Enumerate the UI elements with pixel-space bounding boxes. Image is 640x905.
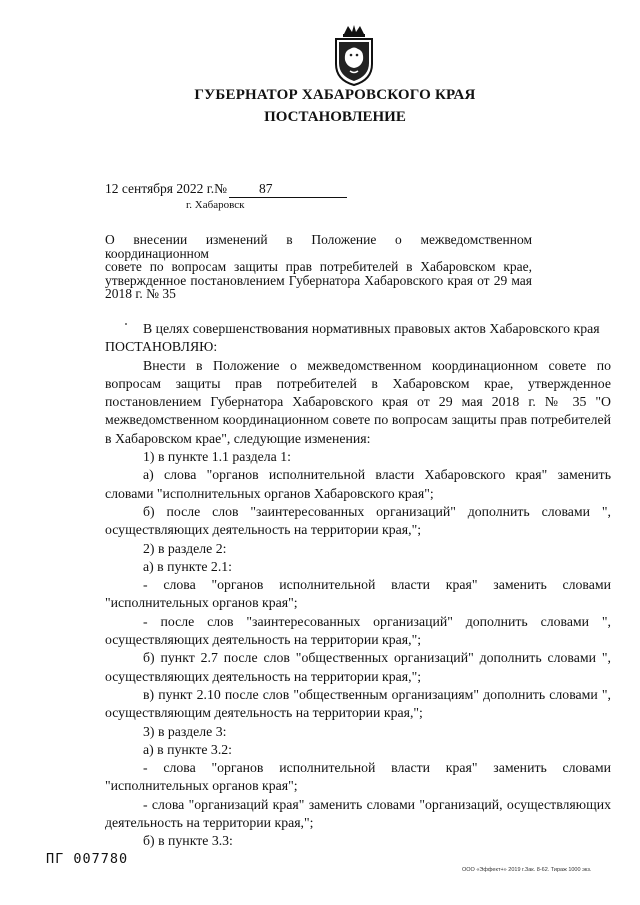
list-item: - после слов "заинтересованных организаций" дополнить словами ", осуществляющих деятельность на территории края,"; [105,613,611,648]
intro-paragraph: Внести в Положение о межведомственном координационном совете по вопросам защиты прав потребителей в Хабаровском крае, утвержденное постановлением Губернатора Хабаровского края от 29 мая 2018 г. № 35 "О межведомственном координационном совете по вопросам защиты прав потребителей в Хабаровском крае", следующие изменения: [105,357,611,446]
coat-of-arms-emblem [330,24,378,86]
number-sign: № [214,181,228,196]
title-line: утвержденное постановлением Губернатора Хабаровского края от 29 мая [105,272,532,288]
document-type: ПОСТАНОВЛЕНИЕ [264,109,406,125]
title-line: совете по вопросам защиты прав потребителей в Хабаровском крае, [105,259,532,274]
document-date: 12 сентября 2022 г. [105,181,215,196]
list-item: - слова "организаций края" заменить словами "организаций, осуществляющих деятельность на территории края,"; [105,796,611,831]
date-number-line [105,181,347,198]
issuing-authority: ГУБЕРНАТОР ХАБАРОВСКОГО КРАЯ [194,87,476,103]
list-item: а) в пункте 3.2: [143,741,232,757]
list-item: - слова "органов исполнительной власти края" заменить словами "исполнительных органов края"; [105,760,611,794]
list-item: в) пункт 2.10 после слов "общественным организациям" дополнить словами ", осуществляющим деятельность на территории края,"; [105,686,611,721]
list-item: а) слова "органов исполнительной власти Хабаровского края" заменить словами "исполнительных органов Хабаровского края"; [105,467,611,501]
resolve-word: ПОСТАНОВЛЯЮ: [105,339,218,355]
document-title [105,233,532,301]
document-number: 87 [229,181,347,198]
title-line: О внесении изменений в Положение о межведомственном координационном [105,232,532,261]
list-item: а) в пункте 2.1: [143,558,232,574]
list-item: - слова "органов исполнительной власти края" заменить словами "исполнительных органов края"; [105,577,611,611]
preamble-paragraph: В целях совершенствования нормативных правовых актов Хабаровского края [143,321,600,336]
list-item: 2) в разделе 2: [143,540,227,556]
list-item: 3) в разделе 3: [143,723,227,739]
list-item: б) после слов "заинтересованных организаций" дополнить словами ", осуществляющих деятельность на территории края,"; [105,503,611,538]
list-item: 1) в пункте 1.1 раздела 1: [143,449,291,465]
form-serial-number: ПГ 007780 [46,851,129,867]
list-item: б) в пункте 3.3: [143,833,233,849]
document-body [105,320,611,851]
printer-imprint: ООО «Эффект+» 2019 г.Зак. 8-62. Тираж 1000 экз. [462,867,592,873]
list-item: б) пункт 2.7 после слов "общественных организаций" дополнить словами ", осуществляющих деятельность на территории края,"; [105,650,611,684]
city-name: г. Хабаровск [186,199,245,211]
title-line: 2018 г. № 35 [105,286,176,301]
